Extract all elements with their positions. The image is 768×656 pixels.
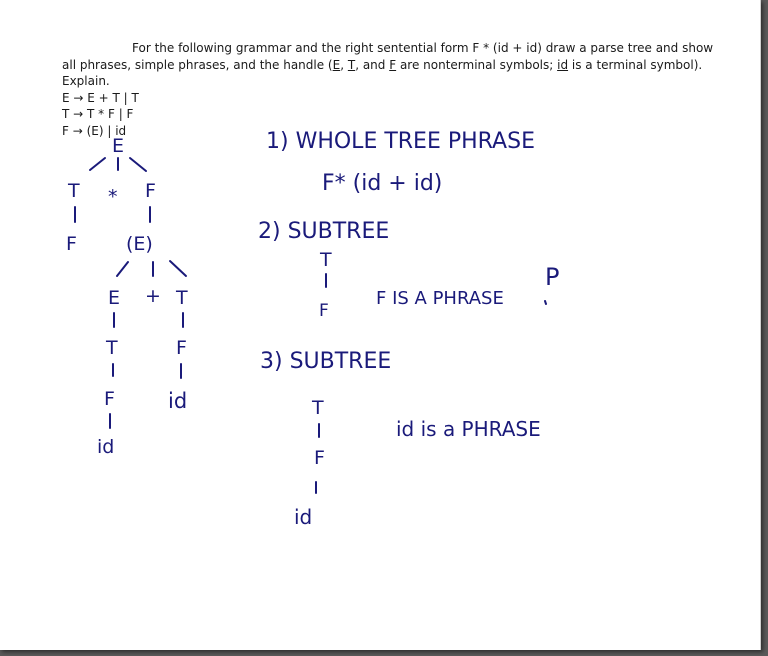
terminal-id: id — [557, 57, 569, 72]
note-1-expression: F* (id + id) — [322, 171, 443, 196]
note-3 — [260, 349, 541, 529]
note-3-title: 3) SUBTREE — [260, 349, 392, 374]
tree-edge — [90, 158, 105, 170]
problem-intro: For the following grammar and the right sentential form F * (id + id) draw a parse tree and show all phrases, simple phrases, and the handle ( — [62, 41, 714, 72]
tree-edge — [117, 262, 128, 276]
note-1 — [266, 129, 535, 196]
note-2-extra-mark: P — [545, 263, 560, 291]
grammar-rule-f: F → (E) | id — [62, 123, 127, 138]
note-3-node-id: id — [294, 505, 313, 529]
tree-edge — [130, 158, 146, 171]
note-2-node-f: F — [319, 301, 329, 321]
tree-node-f2: F — [176, 337, 187, 359]
separator: , — [340, 57, 348, 72]
tree-node-f-left: F — [66, 233, 77, 255]
tree-node-id-left: id — [97, 436, 115, 458]
note-3-description: id is a PHRASE — [396, 417, 541, 441]
nonterminal-f: F — [389, 57, 397, 72]
parse-tree — [66, 135, 188, 458]
stray-mark — [545, 301, 546, 304]
note-3-node-f: F — [314, 447, 325, 469]
tree-edge — [170, 261, 186, 276]
tree-node-plus: + — [145, 285, 161, 307]
tree-node-t: T — [68, 180, 80, 202]
tree-node-e2: E — [108, 287, 121, 309]
tree-node-f3: F — [104, 388, 115, 410]
grammar-rule-t: T → T * F | F — [62, 107, 134, 121]
note-2-description: F IS A PHRASE — [376, 288, 504, 309]
problem-end: is a terminal symbol). Explain. — [62, 57, 703, 88]
tree-node-star: * — [108, 186, 118, 208]
tree-node-paren-e: (E) — [126, 233, 153, 255]
note-2-node-t: T — [320, 249, 332, 271]
tree-node-t2: T — [176, 287, 188, 309]
problem-mid: are nonterminal symbols; — [396, 57, 558, 72]
tree-node-t3: T — [106, 337, 118, 359]
tree-node-root-e: E — [112, 135, 125, 157]
tree-node-f: F — [145, 180, 156, 202]
separator: , and — [355, 57, 390, 72]
nonterminal-t: T — [347, 57, 356, 72]
note-2-title: 2) SUBTREE — [258, 219, 390, 244]
note-1-title: 1) WHOLE TREE PHRASE — [266, 129, 535, 154]
nonterminal-e: E — [332, 57, 341, 72]
note-3-node-t: T — [312, 397, 324, 419]
note-2 — [258, 219, 559, 321]
tree-node-id-right: id — [168, 389, 188, 413]
grammar-rule-e: E → E + T | T — [62, 90, 139, 105]
